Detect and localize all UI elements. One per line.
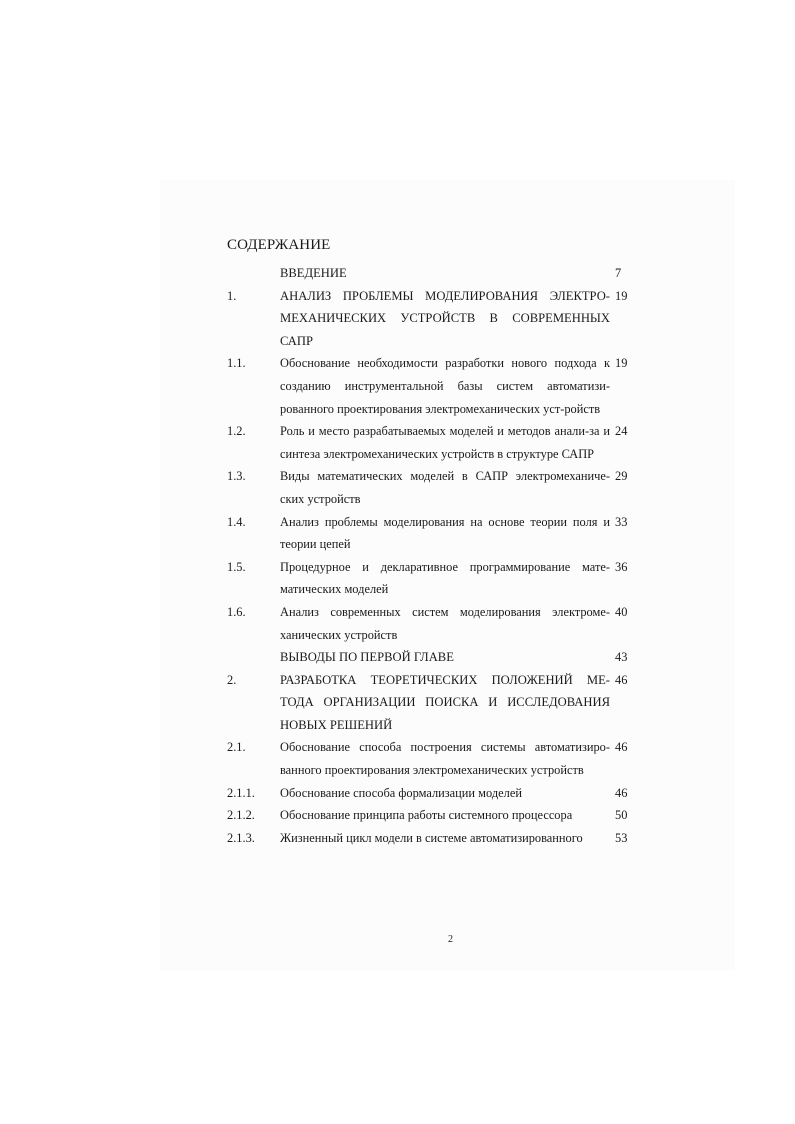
toc-entry-number: 1. <box>227 288 237 303</box>
toc-entry-number: 2.1. <box>227 740 246 755</box>
toc-entry-title: Жизненный цикл модели в системе автоматизированного <box>280 830 583 845</box>
toc-entry-number: 2. <box>227 672 237 687</box>
toc-entry <box>227 352 637 420</box>
toc-entry <box>227 556 637 601</box>
toc-entry-number: 1.4. <box>227 514 246 529</box>
toc-entry-title: Обоснование необходимости разработки нового подхода к созданию инструментальной базы систем автоматизи-рованного проектирования электромеханических уст-ройств <box>280 356 610 416</box>
table-of-contents <box>227 262 637 849</box>
toc-entry-page: 43 <box>615 650 628 665</box>
toc-entry-page: 19 <box>615 288 628 303</box>
toc-entry-page: 7 <box>615 266 622 280</box>
toc-entry-page: 33 <box>615 514 628 529</box>
toc-entry-number: 2.1.2. <box>227 808 255 823</box>
toc-entry-page: 36 <box>615 559 628 574</box>
toc-entry-title: Обоснование способа построения системы автоматизиро-ванного проектирования электромеханических устройств <box>280 740 610 778</box>
toc-entry <box>227 646 637 669</box>
toc-entry <box>227 285 637 353</box>
toc-entry-page: 19 <box>615 356 628 371</box>
toc-entry-page: 24 <box>615 424 628 439</box>
toc-entry-title: Анализ современных систем моделирования электроме-ханических устройств <box>280 604 610 642</box>
toc-entry-title: Обоснование способа формализации моделей <box>280 785 522 800</box>
toc-entry <box>227 736 637 781</box>
toc-entry <box>227 827 637 850</box>
toc-entry-title: Роль и место разрабатываемых моделей и методов анали-за и синтеза электромеханических устройств в структуре САПР <box>280 424 610 461</box>
toc-entry-title: ВВЕДЕНИЕ <box>280 266 347 280</box>
toc-entry-page: 53 <box>615 830 628 845</box>
toc-entry-page: 40 <box>615 604 628 619</box>
toc-entry <box>227 804 637 827</box>
toc-entry-page: 46 <box>615 740 628 755</box>
toc-entry-title: Обоснование принципа работы системного процессора <box>280 808 573 823</box>
toc-entry-number: 2.1.3. <box>227 830 255 845</box>
toc-entry-number: 1.2. <box>227 424 246 439</box>
page-heading: СОДЕРЖАНИЕ <box>227 237 331 253</box>
toc-entry <box>227 782 637 805</box>
toc-entry <box>227 262 637 285</box>
page-number: 2 <box>448 934 453 945</box>
toc-entry <box>227 465 637 510</box>
toc-entry-title: РАЗРАБОТКА ТЕОРЕТИЧЕСКИХ ПОЛОЖЕНИЙ МЕ-ТОДА ОРГАНИЗАЦИИ ПОИСКА И ИССЛЕДОВАНИЯ НОВЫХ РЕШЕНИЙ <box>280 672 610 732</box>
toc-entry-title: Виды математических моделей в САПР электромеханиче-ских устройств <box>280 469 610 506</box>
toc-entry-number: 1.5. <box>227 559 246 574</box>
toc-entry-number: 1.6. <box>227 604 246 619</box>
toc-entry-page: 50 <box>615 808 628 823</box>
toc-entry-title: Анализ проблемы моделирования на основе теории поля и теории цепей <box>280 514 610 552</box>
toc-entry-title: ВЫВОДЫ ПО ПЕРВОЙ ГЛАВЕ <box>280 650 454 665</box>
toc-entry-title: Процедурное и декларативное программирование мате-матических моделей <box>280 559 610 597</box>
toc-entry-number: 2.1.1. <box>227 785 255 800</box>
toc-entry-page: 29 <box>615 469 628 484</box>
toc-entry <box>227 669 637 737</box>
toc-entry-number: 1.3. <box>227 469 246 484</box>
toc-entry-number: 1.1. <box>227 356 246 371</box>
toc-entry <box>227 420 637 465</box>
toc-entry-page: 46 <box>615 785 628 800</box>
toc-entry <box>227 511 637 556</box>
toc-entry <box>227 601 637 646</box>
toc-entry-title: АНАЛИЗ ПРОБЛЕМЫ МОДЕЛИРОВАНИЯ ЭЛЕКТРО-МЕХАНИЧЕСКИХ УСТРОЙСТВ В СОВРЕМЕННЫХ САПР <box>280 288 610 348</box>
toc-entry-page: 46 <box>615 672 628 687</box>
